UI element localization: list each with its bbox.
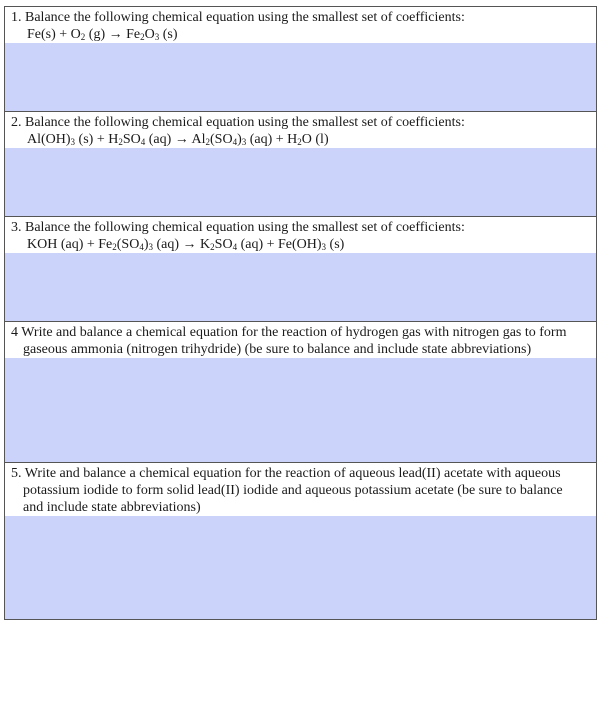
question-2-prompt: Balance the following chemical equation using the smallest set of coefficients: [25,115,465,130]
question-1-text [5,7,596,43]
question-1 [5,7,596,112]
question-1-answer-box[interactable] [5,43,596,111]
question-4-prompt: Write and balance a chemical equation for the reaction of hydrogen gas with nitrogen gas to form gaseous ammonia (nitrogen trihydride) (be sure to balance and include state abbreviations) [21,325,567,357]
question-3-prompt: Balance the following chemical equation using the smallest set of coefficients: [25,220,465,235]
question-3 [5,217,596,322]
question-4 [5,322,596,463]
question-4-number: 4 [11,325,18,340]
question-3-text [5,217,596,253]
question-5-number: 5. [11,466,22,481]
question-4-text [5,322,596,358]
question-1-prompt: Balance the following chemical equation using the smallest set of coefficients: [25,10,465,25]
question-2-number: 2. [11,115,22,130]
question-2-text [5,112,596,148]
question-3-number: 3. [11,220,22,235]
worksheet-table [4,6,597,620]
question-5-answer-box[interactable] [5,516,596,619]
question-2-answer-box[interactable] [5,148,596,216]
question-5 [5,463,596,619]
question-5-prompt: Write and balance a chemical equation for the reaction of aqueous lead(II) acetate with aqueous potassium iodide to form solid lead(II) iodide and aqueous potassium acetate (be sure to balance and include state abbreviations) [23,466,563,515]
question-1-equation: $Fe(s) + O_2$ $(g) \to Fe_2O_3$ (s) [27,27,178,42]
question-3-answer-box[interactable] [5,253,596,321]
question-3-equation: KOH $(aq) + Fe_2(SO_4)_3$ $(aq) \to K_2SO_4$ $(aq) + Fe(OH)_3$ (s) [27,237,345,252]
question-5-text [5,463,596,516]
question-2-equation: $Al(OH)_3$ $(s) + H_2SO_4$ $(aq) \to Al_2(SO_4)_3$ $(aq) + H_2O$ (l) [27,132,329,147]
question-1-number: 1. [11,10,22,25]
question-4-answer-box[interactable] [5,358,596,462]
question-2 [5,112,596,217]
